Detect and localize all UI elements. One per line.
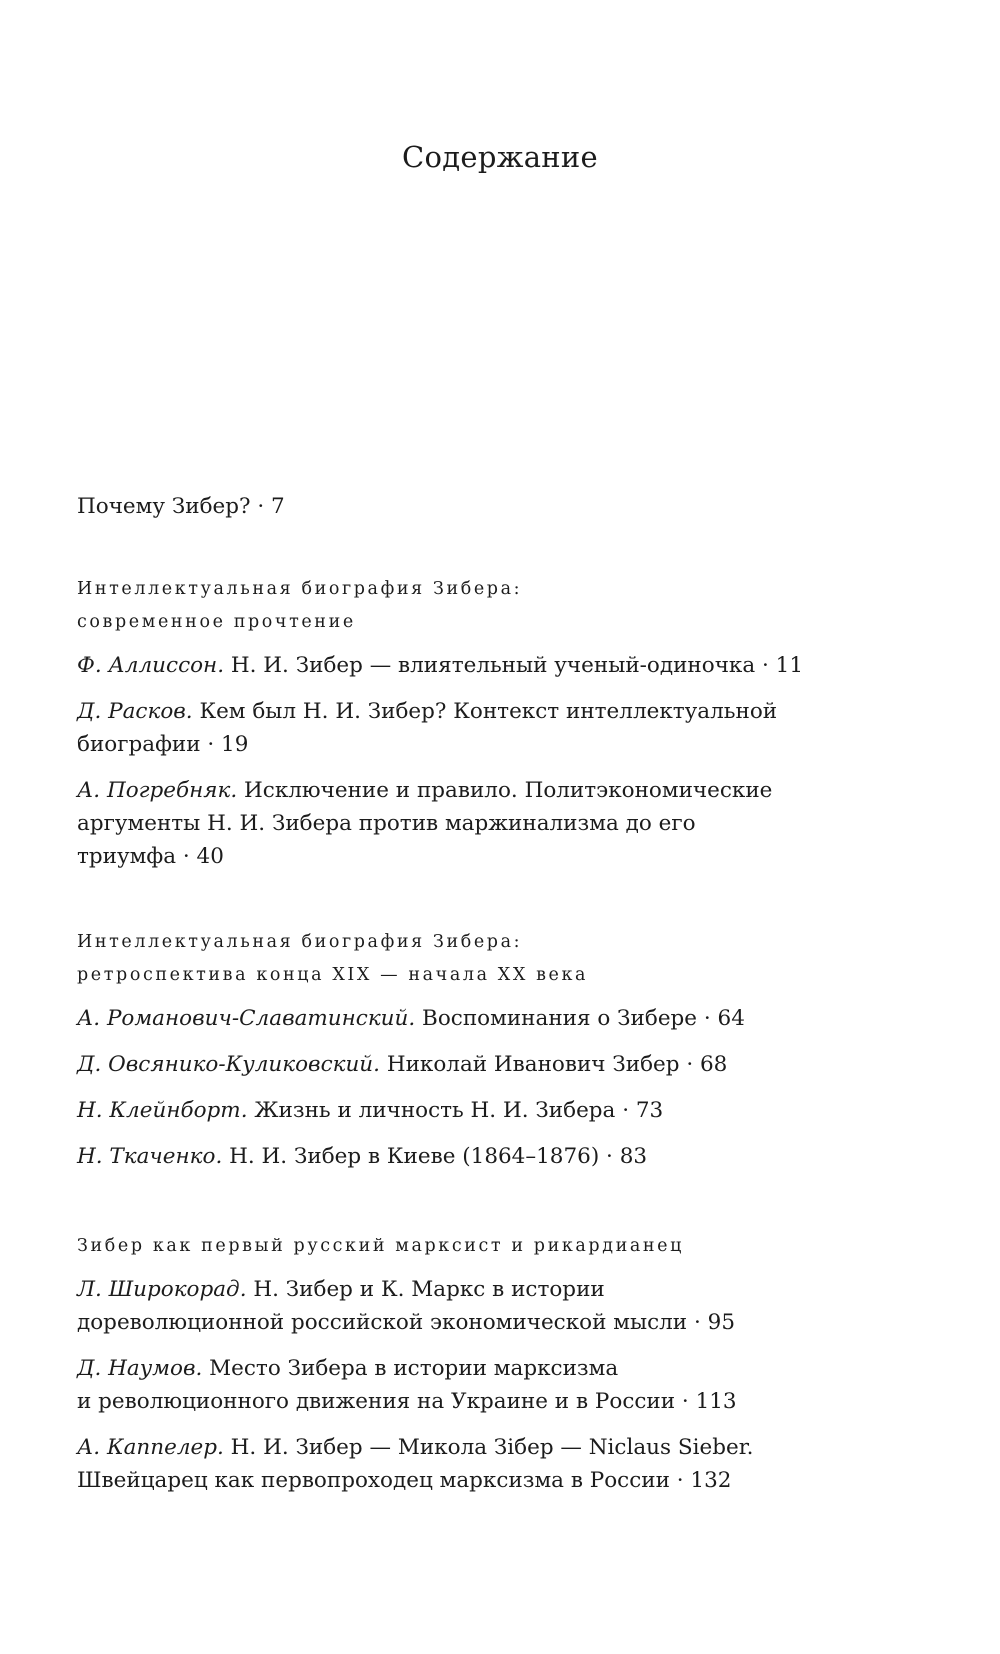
entry-author: А. Погребняк. [77, 778, 238, 803]
toc-entry[interactable] [77, 1273, 937, 1339]
entry-author: Ф. Аллиссон. [77, 653, 225, 678]
entry-title: Воспоминания о Зибере · 64 [415, 1006, 745, 1031]
entry-title: Н. И. Зибер в Киеве (1864–1876) · 83 [222, 1144, 648, 1169]
entry-author: Д. Наумов. [77, 1356, 203, 1381]
section-heading-line: Зибер как первый русский марксист и рикардианец [77, 1236, 684, 1256]
entry-title: Жизнь и личность Н. И. Зибера · 73 [247, 1098, 664, 1123]
entry-title-cont: дореволюционной российской экономической мысли · 95 [77, 1310, 735, 1335]
entry-author: Н. Клейнборт. [77, 1098, 248, 1123]
entry-title: Исключение и правило. Политэкономические [237, 778, 773, 803]
toc-entry[interactable] [77, 1140, 937, 1173]
section-heading [77, 573, 937, 639]
entry-title: Н. И. Зибер — Микола Зібер — Niclaus Sieber. [223, 1435, 754, 1460]
entry-title: Кем был Н. И. Зибер? Контекст интеллектуальной [192, 699, 778, 724]
entry-title-cont: триумфа · 40 [77, 844, 224, 869]
toc-entry[interactable] [77, 649, 937, 682]
table-of-contents [77, 490, 937, 1510]
section-heading-line: Интеллектуальная биография Зибера: [77, 932, 523, 952]
section-spacer [77, 886, 937, 926]
entry-title: Н. Зибер и К. Маркс в истории [246, 1277, 605, 1302]
entry-author: Н. Ткаченко. [77, 1144, 223, 1169]
entry-author: Д. Овсянико-Куликовский. [77, 1052, 380, 1077]
entry-author: Л. Широкорад. [77, 1277, 247, 1302]
entry-title: Н. И. Зибер — влиятельный ученый-одиночка · 11 [224, 653, 804, 678]
entry-author: Д. Расков. [77, 699, 193, 724]
entry-title: Место Зибера в истории марксизма [202, 1356, 619, 1381]
toc-entry[interactable] [77, 695, 937, 761]
toc-entry[interactable] [77, 1048, 937, 1081]
section-heading-line: ретроспектива конца XIX — начала XX века [77, 965, 589, 985]
entry-title-cont: биографии · 19 [77, 732, 249, 757]
section-heading [77, 1230, 937, 1263]
entry-title-cont: аргументы Н. И. Зибера против маржинализма до его [77, 811, 696, 836]
toc-entry-text: Почему Зибер? · 7 [77, 494, 285, 519]
section-heading-line: Интеллектуальная биография Зибера: [77, 579, 523, 599]
toc-entry[interactable] [77, 1094, 937, 1127]
toc-entry[interactable] [77, 1002, 937, 1035]
entry-title: Николай Иванович Зибер · 68 [379, 1052, 728, 1077]
entry-title-cont: и революционного движения на Украине и в России · 113 [77, 1389, 737, 1414]
toc-section-2 [77, 926, 937, 1173]
toc-section-1 [77, 573, 937, 873]
toc-entry[interactable] [77, 1431, 937, 1497]
page-title: Содержание [401, 140, 599, 174]
entry-author: А. Романович-Славатинский. [77, 1006, 416, 1031]
entry-title-cont: Швейцарец как первопроходец марксизма в России · 132 [77, 1468, 732, 1493]
entry-author: А. Каппелер. [77, 1435, 224, 1460]
toc-entry[interactable] [77, 774, 937, 873]
toc-entry-intro[interactable] [77, 490, 937, 523]
section-heading-line: современное прочтение [77, 612, 356, 632]
toc-entry[interactable] [77, 1352, 937, 1418]
section-heading [77, 926, 937, 992]
toc-section-3 [77, 1230, 937, 1497]
section-spacer [77, 1186, 937, 1230]
